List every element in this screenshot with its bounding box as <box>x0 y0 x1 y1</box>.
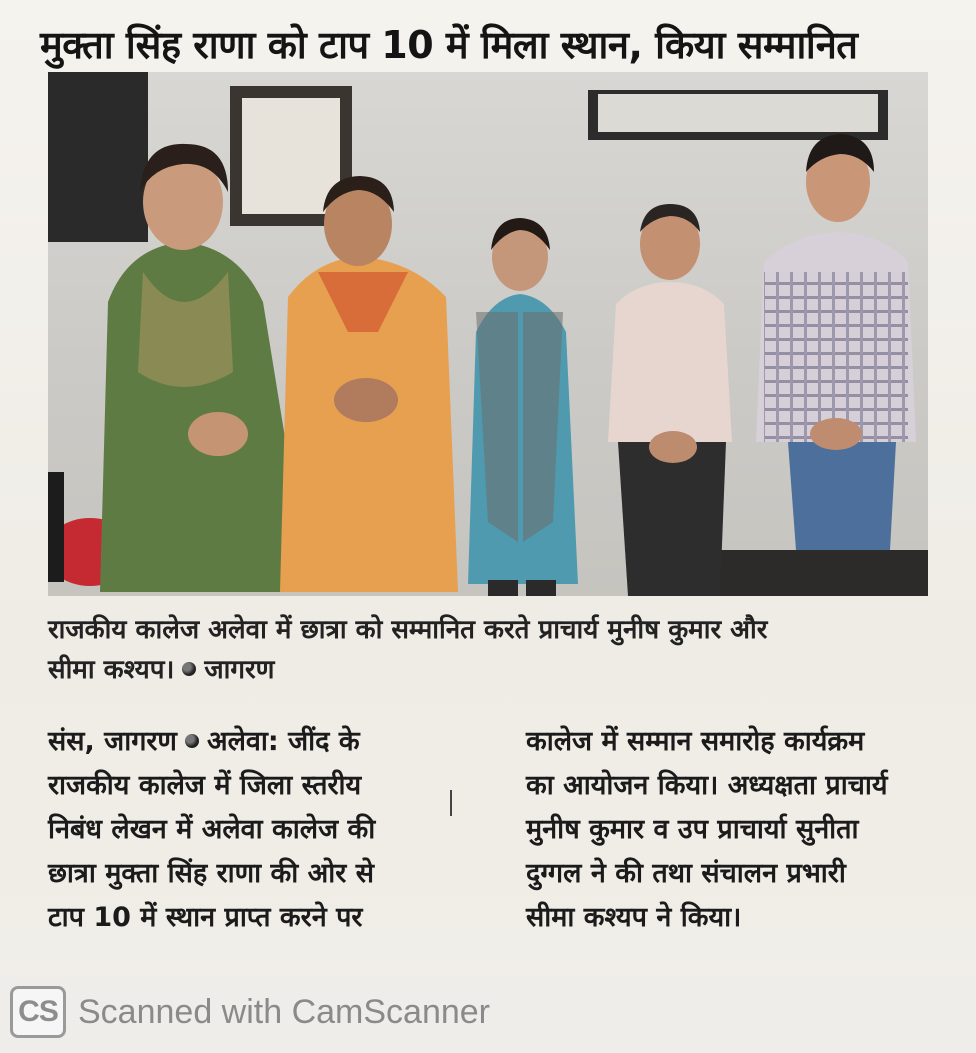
body-right-line-5: सीमा कश्यप ने किया। <box>526 902 742 933</box>
column-mark <box>450 790 452 816</box>
body-right-line-4: दुग्गल ने की तथा संचालन प्रभारी <box>526 858 846 889</box>
group-photo-illustration <box>48 72 928 596</box>
wall-frame-certificate <box>242 98 340 214</box>
body-left-line-3: निबंध लेखन में अलेवा कालेज की <box>48 814 376 845</box>
body-right-line-1: कालेज में सम्मान समारोह कार्यक्रम <box>526 726 865 757</box>
news-photo <box>48 72 928 596</box>
scanner-watermark: Scanned with CamScanner <box>78 993 491 1031</box>
person-4 <box>608 204 732 596</box>
table <box>698 550 928 596</box>
body-right-line-3: मुनीष कुमार व उप प्राचार्या सुनीता <box>526 814 859 845</box>
photo-caption <box>48 610 928 690</box>
caption-source: जागरण <box>204 655 275 685</box>
caption-line-2 <box>48 650 928 690</box>
bullet-icon <box>185 734 199 748</box>
article-body-left-column <box>48 720 478 940</box>
person-3 <box>468 218 578 596</box>
dateline-source: संस, जागरण <box>48 726 177 757</box>
dateline-place: अलेवा: जींद के <box>206 726 360 757</box>
body-left-line-5: टाप 10 में स्थान प्राप्त करने पर <box>48 902 363 933</box>
person-5 <box>756 134 916 550</box>
body-left-line-2: राजकीय कालेज में जिला स्तरीय <box>48 770 362 801</box>
person-2 <box>280 176 458 592</box>
chair-back <box>48 472 64 582</box>
caption-names: सीमा कश्यप। <box>48 655 175 685</box>
bullet-icon <box>182 662 196 676</box>
wall-board <box>48 72 148 242</box>
body-left-line-1 <box>48 720 478 764</box>
wall-board-panel <box>598 94 878 132</box>
camscanner-logo-icon: CS <box>10 986 66 1038</box>
caption-line-1: राजकीय कालेज अलेवा में छात्रा को सम्मानित करते प्राचार्य मुनीष कुमार और <box>48 615 768 645</box>
article-body-right-column <box>526 720 946 940</box>
body-right-line-2: का आयोजन किया। अध्यक्षता प्राचार्य <box>526 770 888 801</box>
body-left-line-4: छात्रा मुक्ता सिंह राणा की ओर से <box>48 858 374 889</box>
article-headline: मुक्ता सिंह राणा को टाप 10 में मिला स्थान, किया सम्मानित <box>40 23 858 67</box>
